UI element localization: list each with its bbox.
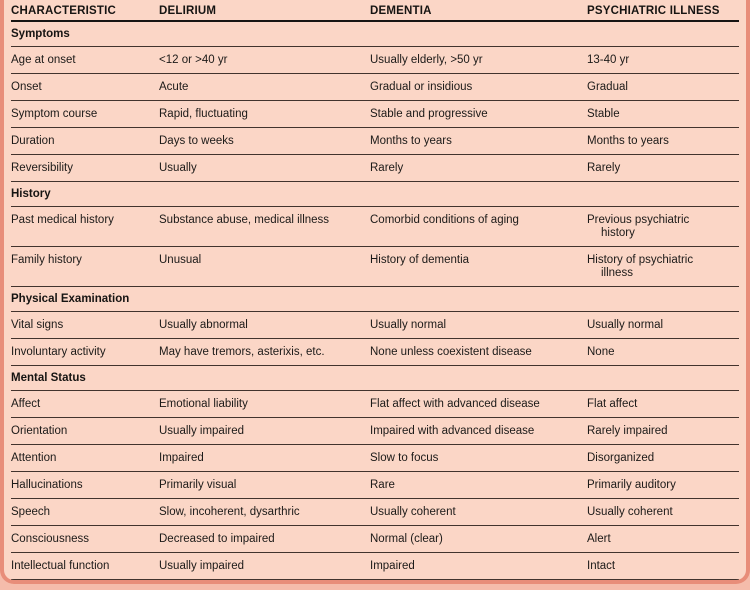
section-title: Physical Examination: [11, 293, 130, 305]
table-cell: Decreased to impaired: [159, 533, 275, 545]
table-cell: Previous psychiatric history: [587, 214, 690, 239]
table-cell: Alert: [587, 533, 611, 545]
table-cell: Unusual: [159, 254, 202, 266]
table-row: [11, 74, 739, 101]
table-row: [11, 128, 739, 155]
table-cell: Emotional liability: [159, 398, 248, 410]
table-cell: Usually abnormal: [159, 319, 248, 331]
section-title: Symptoms: [11, 28, 70, 40]
table-row: [11, 312, 739, 339]
table-row: [11, 472, 739, 499]
table-body: [11, 22, 739, 580]
table-row: [11, 526, 739, 553]
table-row: [11, 391, 739, 418]
table-cell: Substance abuse, medical illness: [159, 214, 330, 226]
row-characteristic: Family history: [11, 254, 82, 266]
table-row: [11, 553, 739, 580]
table-header-row: [11, 0, 739, 22]
table-cell: Stable and progressive: [370, 108, 488, 120]
row-characteristic: Orientation: [11, 425, 68, 437]
table-cell: Impaired: [370, 560, 415, 572]
table-cell: <12 or >40 yr: [159, 54, 228, 66]
table-cell: Impaired with advanced disease: [370, 425, 535, 437]
table-row: [11, 418, 739, 445]
table-cell: Disorganized: [587, 452, 655, 464]
table-cell: Stable: [587, 108, 620, 120]
row-characteristic: Involuntary activity: [11, 346, 106, 358]
section-header-row: [11, 287, 739, 312]
column-header-dementia: DEMENTIA: [370, 5, 432, 17]
table-cell: Primarily visual: [159, 479, 237, 491]
table-cell: Rapid, fluctuating: [159, 108, 248, 120]
row-characteristic: Intellectual function: [11, 560, 110, 572]
table-inner: [11, 0, 739, 580]
table-row: [11, 155, 739, 182]
table-cell: Usually coherent: [370, 506, 456, 518]
table-cell: Usually elderly, >50 yr: [370, 54, 483, 66]
table-cell: Usually normal: [587, 319, 664, 331]
table-row: [11, 339, 739, 366]
table-row: [11, 445, 739, 472]
table-cell: Months to years: [370, 135, 452, 147]
table-cell: Normal (clear): [370, 533, 443, 545]
row-characteristic: Past medical history: [11, 214, 114, 226]
table-cell: None unless coexistent disease: [370, 346, 532, 358]
column-header-characteristic: CHARACTERISTIC: [11, 5, 117, 17]
table-cell: Days to weeks: [159, 135, 234, 147]
table-cell: Flat affect: [587, 398, 638, 410]
table-cell: May have tremors, asterixis, etc.: [159, 346, 325, 358]
table-cell: Intact: [587, 560, 616, 572]
table-cell: Usually normal: [370, 319, 447, 331]
table-cell: Primarily auditory: [587, 479, 676, 491]
table-cell: Acute: [159, 81, 189, 93]
column-header-delirium: DELIRIUM: [159, 5, 217, 17]
section-header-row: [11, 182, 739, 207]
table-cell: None: [587, 346, 615, 358]
section-header-row: [11, 22, 739, 47]
table-row: [11, 247, 739, 287]
row-characteristic: Onset: [11, 81, 42, 93]
table-cell: Usually impaired: [159, 425, 245, 437]
table-row: [11, 101, 739, 128]
table-cell: Gradual or insidious: [370, 81, 473, 93]
table-row: [11, 499, 739, 526]
row-characteristic: Speech: [11, 506, 51, 518]
row-characteristic: Attention: [11, 452, 57, 464]
section-title: History: [11, 188, 51, 200]
table-row: [11, 207, 739, 247]
table-cell: Rare: [370, 479, 395, 491]
section-header-row: [11, 366, 739, 391]
table-cell: History of dementia: [370, 254, 470, 266]
row-characteristic: Age at onset: [11, 54, 76, 66]
row-characteristic: Hallucinations: [11, 479, 83, 491]
table-cell: Usually: [159, 162, 197, 174]
row-characteristic: Duration: [11, 135, 55, 147]
table-cell: Gradual: [587, 81, 628, 93]
table-cell: Usually coherent: [587, 506, 673, 518]
table-cell: 13-40 yr: [587, 54, 630, 66]
table-cell: Rarely impaired: [587, 425, 668, 437]
table-cell: Flat affect with advanced disease: [370, 398, 540, 410]
row-characteristic: Consciousness: [11, 533, 89, 545]
table-row: [11, 47, 739, 74]
section-title: Mental Status: [11, 372, 86, 384]
table-cell: Slow to focus: [370, 452, 439, 464]
table-cell: Months to years: [587, 135, 669, 147]
table-cell: History of psychiatric illness: [587, 254, 694, 279]
row-characteristic: Symptom course: [11, 108, 98, 120]
table-cell: Usually impaired: [159, 560, 245, 572]
table-cell: Slow, incoherent, dysarthric: [159, 506, 300, 518]
table-cell: Rarely: [370, 162, 404, 174]
row-characteristic: Reversibility: [11, 162, 73, 174]
table-cell: Rarely: [587, 162, 621, 174]
column-header-psychiatric-illness: PSYCHIATRIC ILLNESS: [587, 5, 720, 17]
table-cell: Impaired: [159, 452, 204, 464]
row-characteristic: Affect: [11, 398, 41, 410]
row-characteristic: Vital signs: [11, 319, 64, 331]
table-cell: Comorbid conditions of aging: [370, 214, 519, 226]
